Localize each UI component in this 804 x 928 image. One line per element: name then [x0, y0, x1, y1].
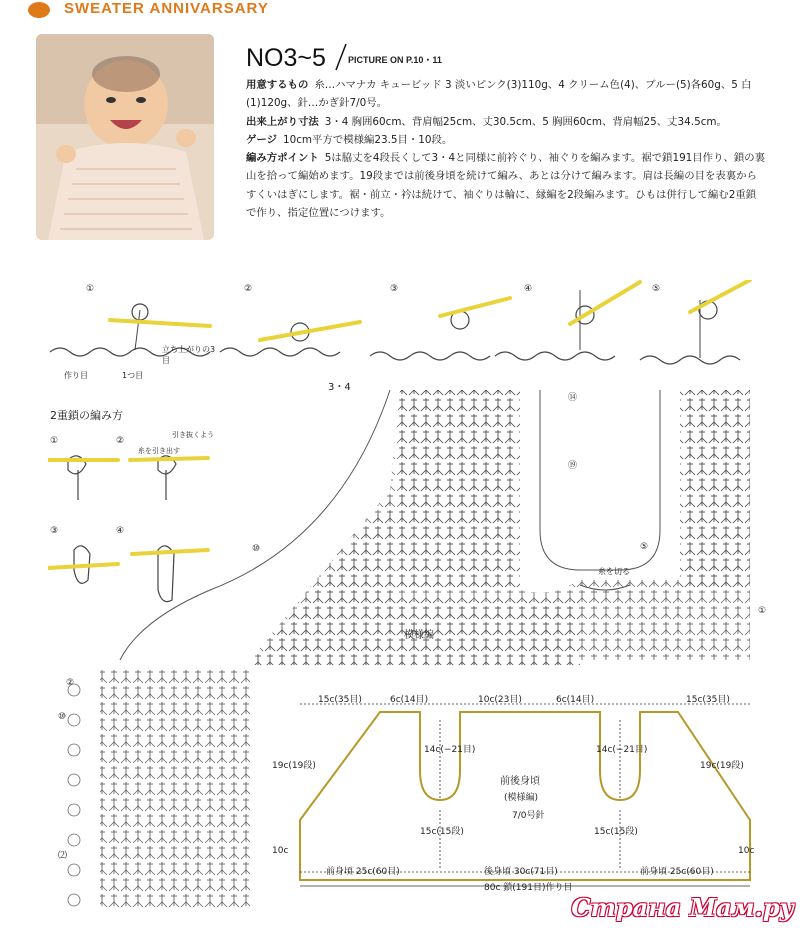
- dc-note-2: 糸を引き出す: [138, 447, 180, 455]
- materials-line: [246, 76, 766, 113]
- dc-note-1: 引き抜くよう: [172, 431, 214, 439]
- divider-slash: [334, 42, 348, 72]
- step-2-label: ②: [244, 284, 253, 294]
- gauge-label: ゲージ: [246, 133, 277, 146]
- start-chain-label: 立ち上がりの3目: [162, 345, 216, 365]
- dim-armhole-left: 14c(−21目): [424, 745, 476, 755]
- schematic-needle: 7/0号針: [512, 811, 545, 821]
- step-5-label: ⑤: [652, 284, 661, 294]
- size-label: 出来上がり寸法: [246, 115, 319, 128]
- dc-step-1: ①: [50, 436, 59, 446]
- instructions-block: [246, 76, 766, 222]
- page-header-title: SWEATER ANNIVARSARY: [64, 0, 269, 17]
- double-chain-title: 2重鎖の編み方: [50, 409, 123, 422]
- chart-row-19: ⑲: [568, 461, 578, 471]
- size-text: 3・4 胸囲60cm、背肩幅25cm、丈30.5cm、5 胸囲60cm、背肩幅25、丈34.5cm。: [324, 115, 727, 128]
- dim-shoulder-right: 15c(35目): [686, 695, 730, 705]
- bear-logo-icon: [28, 2, 50, 18]
- step-3-label: ③: [390, 284, 399, 294]
- chart-row-2: ②: [66, 678, 75, 688]
- dim-side-left: 19c(19段): [272, 761, 316, 771]
- schematic-title: 前後身頃: [500, 776, 540, 787]
- dim-front-right: 前身頃 25c(60目): [640, 867, 714, 877]
- chart-row-2b: ⑵: [58, 851, 68, 861]
- size-line: [246, 113, 766, 131]
- dim-mid-right: 15c(15段): [594, 827, 638, 837]
- pattern-number: NO3~5: [246, 44, 326, 72]
- dim-hem-left: 10c: [272, 846, 289, 856]
- chart-row-1: ①: [758, 606, 767, 616]
- schematic-subtitle: (模様編): [504, 793, 539, 803]
- tutorial-steps-illustration: [40, 280, 760, 390]
- dim-hem-right: 10c: [738, 846, 755, 856]
- chart-pattern-label: 模様編: [404, 630, 434, 641]
- chain-label: 作り目: [64, 371, 88, 380]
- chart-size-label: 3・4: [328, 382, 351, 393]
- dim-armhole-right: 14c(−21目): [596, 745, 648, 755]
- dim-neck-left: 6c(14目): [390, 695, 429, 705]
- gauge-line: [246, 131, 766, 149]
- baby-photo: [36, 34, 214, 240]
- step-4-label: ④: [524, 284, 533, 294]
- step-1-label: ①: [86, 284, 95, 294]
- points-line: [246, 149, 766, 222]
- dim-total: 80c 鎖(191目)作り目: [484, 883, 573, 893]
- points-label: 編み方ポイント: [246, 152, 319, 165]
- chart-row-10: ⑩: [58, 712, 67, 722]
- picture-reference: PICTURE ON P.10・11: [348, 55, 442, 65]
- watermark: Страна Мам.ру: [571, 893, 794, 922]
- materials-label: 用意するもの: [246, 79, 309, 91]
- dim-back-neck: 10c(23目): [478, 695, 522, 705]
- points-text: 5は脇丈を4段長くして3・4と同様に前衿ぐり、袖ぐりを編みます。裾で鎖191目作り、鎖の裏山を拾って編始めます。19段までは前後身頃を続けて編み、あとは分けて編みます。肩は長編の目を表裏からすくいはぎにします。裾・前立・衿は続けて、袖ぐりは輪に、縁編を2段編みます。ひもは併行して編む2重鎖で作り、指定位置につけます。: [246, 152, 766, 220]
- chart-row-10b: ⑩: [252, 544, 261, 554]
- dim-mid-left: 15c(15段): [420, 827, 464, 837]
- gauge-text: 10cm平方で模様編23.5目・10段。: [282, 133, 453, 146]
- chart-row-5: ⑤: [640, 542, 649, 552]
- dc-step-4: ④: [116, 526, 125, 536]
- dim-neck-right: 6c(14目): [556, 695, 595, 705]
- chart-row-14: ⑭: [568, 393, 578, 403]
- chart-cut-note: 糸を切る: [598, 567, 630, 576]
- dc-step-3: ③: [50, 526, 59, 536]
- chain-label-2: 1つ目: [122, 371, 144, 380]
- dim-shoulder-left: 15c(35目): [318, 695, 362, 705]
- dim-back: 後身頃 30c(71目): [484, 867, 558, 877]
- dim-side-right: 19c(19段): [700, 761, 744, 771]
- dc-step-2: ②: [116, 436, 125, 446]
- materials-text: 糸…ハマナカ キュービッド 3 淡いピンク(3)110g、4 クリーム色(4)、ブルー(5)各60g、5 白(1)120g、針…かぎ針7/0号。: [246, 79, 752, 110]
- dim-front-left: 前身頃 25c(60目): [326, 867, 400, 877]
